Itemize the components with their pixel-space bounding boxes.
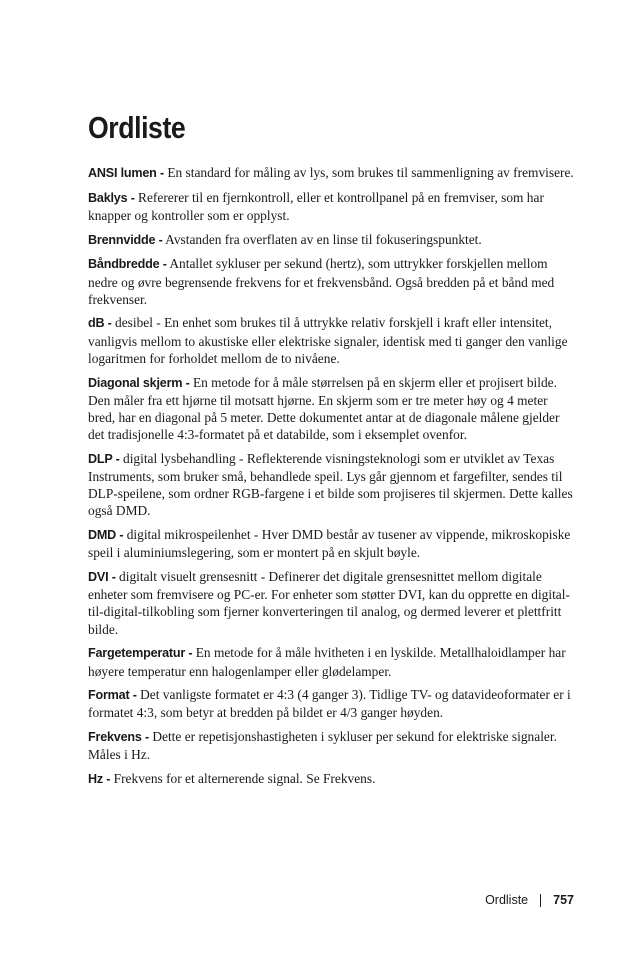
page-title: Ordliste — [88, 110, 186, 145]
glossary-definition: Avstanden fra overflaten av en linse til fokuseringspunktet. — [162, 231, 482, 247]
footer-divider — [540, 894, 541, 907]
glossary-definition: digital mikrospeilenhet - Hver DMD består av tusener av vippende, mikroskopiske speil i aluminiumslegering, som er montert på en skjult bøyle. — [88, 527, 571, 561]
glossary-entry-bandbredde — [88, 255, 576, 308]
glossary-entry-dlp — [88, 450, 576, 520]
glossary-definition: desibel - En enhet som brukes til å uttrykke relativ forskjell i kraft eller intensitet, vanligvis mellom to akustiske eller elektriske signaler, identisk med ti ganger den vanlige logaritmen for forholdet mellom de to nivåene. — [88, 315, 568, 366]
glossary-definition: En standard for måling av lys, som brukes til sammenligning av fremvisere. — [163, 165, 574, 180]
page-number: 757 — [553, 893, 574, 907]
glossary-term: DVI - — [88, 570, 116, 585]
glossary-entry-frekvens — [88, 728, 576, 763]
glossary-definition: Refererer til en fjernkontroll, eller et kontrollpanel på en fremviser, som har knapper og kontroller som er opplyst. — [88, 189, 544, 223]
glossary-entry-brennvidde — [88, 231, 576, 249]
glossary-entry-dmd — [88, 526, 576, 561]
glossary-list — [88, 164, 576, 788]
glossary-definition: Antallet sykluser per sekund (hertz), som uttrykker forskjellen mellom nedre og øvre begrensende frekvens for et frekvensbånd. Også bredden på et bånd med frekvenser. — [88, 256, 555, 307]
glossary-term: Brennvidde - — [88, 232, 163, 247]
page-footer — [485, 893, 574, 907]
glossary-definition: En metode for å måle størrelsen på en skjerm eller et projisert bilde. Den måler fra ett hjørne til motsatt hjørne. En skjerm som er tre meter høy og 4 meter bred, har en diagonal på 5 meter. Dette dokumentet antar at de diagonale målene gjelder det tradisjonelle 4:3-formatet på et databilde, som i eksemplet ovenfor. — [88, 374, 560, 443]
glossary-definition: Det vanligste formatet er 4:3 (4 ganger 3). Tidlige TV- og datavideoformater er i formatet 4:3, som betyr at bredden på bildet er 4/3 ganger høyden. — [88, 687, 571, 721]
glossary-entry-dvi — [88, 568, 576, 638]
glossary-term: Fargetemperatur - — [88, 646, 193, 661]
glossary-term: Baklys - — [88, 190, 135, 205]
glossary-term: DLP - — [88, 451, 120, 466]
glossary-definition: Dette er repetisjonshastigheten i sykluser per sekund for elektriske signaler. Måles i Hz. — [88, 729, 557, 763]
glossary-definition: Frekvens for et alternerende signal. Se Frekvens. — [110, 771, 376, 787]
glossary-term: Format - — [88, 688, 137, 703]
glossary-entry-ansi-lumen — [88, 164, 576, 182]
glossary-term: DMD - — [88, 528, 124, 543]
glossary-entry-diagonal-skjerm — [88, 374, 576, 444]
glossary-entry-hz — [88, 770, 576, 788]
page-content — [88, 108, 576, 795]
glossary-definition: En metode for å måle hvitheten i en lyskilde. Metallhaloidlamper har høyere temperatur enn halogenlamper eller glødelamper. — [88, 645, 566, 679]
glossary-term: dB - — [88, 316, 112, 331]
glossary-term: Diagonal skjerm - — [88, 375, 190, 390]
glossary-entry-format — [88, 686, 576, 721]
glossary-entry-db — [88, 314, 576, 367]
glossary-entry-fargetemperatur — [88, 644, 576, 679]
glossary-term: ANSI lumen - — [88, 166, 164, 180]
footer-section-title: Ordliste — [485, 893, 529, 907]
glossary-term: Frekvens - — [88, 730, 149, 745]
glossary-definition: digitalt visuelt grensesnitt - Definerer det digitale grensesnittet mellom digitale enheter som fremvisere og PC-er. For enheter som støtter DVI, kan du opprette en digital-til-digital-tilkobling som fjerner konverteringen til analog, og dermed leverer et plettfritt bilde. — [88, 569, 570, 637]
glossary-term: Hz - — [88, 772, 111, 787]
glossary-entry-baklys — [88, 189, 576, 224]
glossary-term: Båndbredde - — [88, 257, 167, 272]
glossary-definition: digital lysbehandling - Reflekterende visningsteknologi som er utviklet av Texas Instruments, som bruker små, behandlede speil. Lys går gjennom et fargefilter, sendes til DLP-speilene, som ordner RGB-fargene i et bilde som projiseres til skjermen. Dette kalles også DMD. — [88, 450, 573, 519]
